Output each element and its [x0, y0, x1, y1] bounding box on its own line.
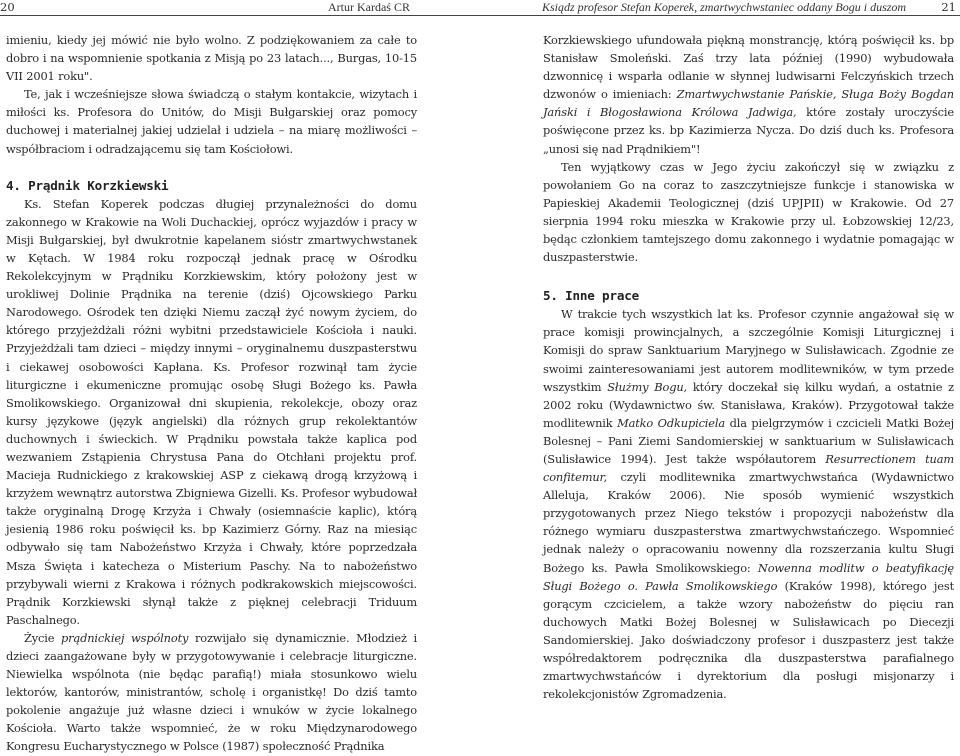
left-page-column	[6, 31, 417, 756]
running-header-title: Ksiądz profesor Stefan Koperek, zmartwychwstaniec oddany Bogu i duszom	[542, 0, 907, 14]
paragraph: W trakcie tych wszystkich lat ks. Profesor czynnie angażował się w prace komisji prowincjalnych, a szczególnie Komisji Liturgicznej i Komisji do spraw Sanktuarium Maryjnego w Sulisławicach. Zgodnie ze swoimi zainteresowaniami jest autorem modlitewników, w tym przede wszystkim Służmy Bogu, który doczekał się kilku wydań, a ostatnie z 2002 roku (Wydawnictwo św. Stanisława, Kraków). Przygotował także modlitewnik Matko Odkupiciela dla pielgrzymów i czcicieli Matki Bożej Bolesnej – Pani Ziemi Sandomierskiej w sanktuarium w Sulisławicach (Sulisławice 1994). Jest także współautorem Resurrectionem tuam confitemur, czyli modlitewnika zmartwychwstańca (Wydawnictwo Alleluja, Kraków 2006). Nie sposób wymienić wszystkich przygotowanych przez Niego tekstów i propozycji nabożeństw dla różnego wymiaru duszpasterstwa zmartwychwstańczego. Wspomnieć jednak należy o opracowaniu nowenny dla rozszerzania kultu Sługi Bożego ks. Pawła Smolikowskiego: Nowenna modlitw o beatyfikację Sługi Bożego o. Pawła Smolikowskiego (Kraków 1998), którego jest gorącym czcicielem, a także wzory nabożeństw do pięciu ran duchowych Matki Bożej Bolesnej w Sulisławicach po Diecezji Sandomierskiej. Jako doświadczony profesor i duszpasterz jest także współredaktorem podręcznika dla duszpasterstwa parafialnego zmartwychwstańców i dyrektorium dla posługi misjonarzy i rekolekcjonistów Zgromadzenia.	[543, 307, 954, 702]
section-heading: 5. Inne prace	[543, 288, 639, 304]
paragraph: Korzkiewskiego ufundowała piękną monstrancję, którą poświęcił ks. bp Stanisław Smoleński. Zaś trzy lata później (1990) wybudowała dzwonnicę i wsparła odlanie w słynnej ludwisarni Felczyńskich trzech dzwonów o imieniach: Zmartwychwstanie Pańskie, Sługa Boży Bogdan Jański i Błogosławiona Królowa Jadwiga, które zostały uroczyście poświęcone przez ks. bp Kazimierza Nycza. Do dziś duch ks. Profesora „unosi się nad Prądnikiem"!	[543, 33, 954, 156]
paragraph: imieniu, kiedy jej mówić nie było wolno. Z podziękowaniem za całe to dobro i na wspomnienie spotkania z Misją po 23 latach..., Burgas, 10-15 VII 2001 roku".	[6, 33, 417, 84]
page-number-left: 20	[0, 0, 15, 14]
paragraph: Ten wyjątkowy czas w Jego życiu zakończył się w związku z powołaniem Go na coraz to zaszczytniejsze funkcje i stanowiska w Papieskiej Akademii Teologicznej (dziś UPJPII) w Krakowie. Od 27 sierpnia 1994 roku mieszka w Krakowie przy ul. Łobzowskiej 12/23, będąc członkiem tamtejszego domu zakonnego i wydatnie pomagając w duszpasterstwie.	[543, 159, 954, 265]
paragraph: Te, jak i wcześniejsze słowa świadczą o stałym kontakcie, wizytach i miłości ks. Profesora do Unitów, do Misji Bułgarskiej oraz pomocy duchowej i materialnej jakiej udzielał i udziela – na miarę możliwości – współbraciom i odradzającemu się tam Kościołowi.	[6, 87, 417, 156]
running-header	[0, 0, 960, 14]
paragraph: Życie prądnickiej wspólnoty rozwijało się dynamicznie. Młodzież i dzieci zaangażowane były w przygotowywanie i celebracje liturgiczne. Niewielka wspólnota (nie będąc parafią!) miała stosunkowo wielu lektorów, kantorów, ministrantów, scholę i organistkę! Do dziś tamto pokolenie angażuje już własne dzieci i wnuków w życie lokalnego Kościoła. Warto także wspomnieć, że w roku Międzynarodowego Kongresu Eucharystycznego w Polsce (1987) społeczność Prądnika	[6, 630, 418, 754]
header-divider	[0, 15, 960, 16]
page-number-right: 21	[941, 0, 956, 14]
section-heading: 4. Prądnik Korzkiewski	[6, 177, 169, 193]
right-page-column	[543, 31, 954, 703]
running-header-author: Artur Kardaś CR	[328, 0, 410, 14]
paragraph: Ks. Stefan Koperek podczas długiej przynależności do domu zakonnego w Krakowie na Woli Duchackiej, oprócz wyjazdów i pracy w Misji Bułgarskiej, był dwukrotnie kapelanem sióstr zmartwychwstanek w Kętach. W 1984 roku rozpoczął jednak pracę w Ośrodku Rekolekcyjnym w Prądniku Korzkiewskim, który położony jest w urokliwej Dolinie Prądnika na terenie (dziś) Ojcowskiego Parku Narodowego. Ośrodek ten dzięki Niemu zaczął żyć nowym życiem, do którego przyjeżdżali różni wybitni przedstawiciele Kościoła i nauki. Przyjeżdżali tam dzieci – między innymi – oryginalnemu duszpasterstwu i ciekawej osobowości Kapłana. Ks. Profesor rozwinął tam życie liturgiczne i ekumeniczne promując osobę Sługi Bożego ks. Pawła Smolikowskiego. Organizował dni skupienia, rekolekcje, obozy oraz kursy językowe (język angielski) dla różnych grup rekolektantów duchownych i świeckich. W Prądniku powstała także kaplica pod wezwaniem Zstąpienia Chrystusa Pana do Otchłani projektu prof. Macieja Rudnickiego z krakowskiej ASP z ciekawą drogą krzyżową i krzyżem wewnątrz autorstwa Zbigniewa Gizelli. Ks. Profesor wybudował także oryginalną Drogę Krzyża i Chwały (osiemnaście kaplic), którą jesienią 1986 roku poświęcił ks. bp Kazimierz Górny. Raz na miesiąc odbywało się tam Nabożeństwo Krzyża i Chwały, które poprzedzała Msza Święta i katecheza o Misterium Paschy. Na to nabożeństwo przybywali wierni z Krakowa i różnych podkrakowskich miejscowości. Prądnik Korzkiewski słynął także z pięknej celebracji Triduum Paschalnego.	[6, 196, 417, 627]
